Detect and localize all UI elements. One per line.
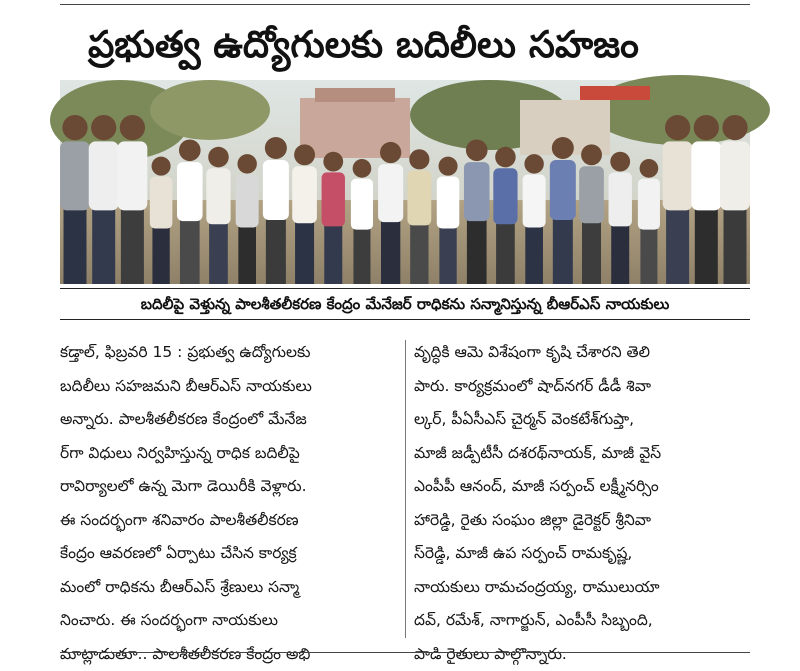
- person-figure: [209, 222, 228, 284]
- person-figure: [550, 160, 576, 220]
- person-figure: [117, 141, 147, 210]
- article-line: అన్నారు. పాలశీతలీకరణ కేంద్రంలో మేనేజ: [60, 410, 307, 428]
- person-figure: [695, 208, 718, 284]
- person-figure: [266, 218, 286, 284]
- person-figure: [179, 139, 201, 161]
- person-figure: [152, 227, 169, 284]
- person-figure: [353, 228, 370, 284]
- article-line: ల్కర్, పీఏసీఎస్ చైర్మన్ వెంకటేశ్‌గుప్తా,: [414, 410, 635, 428]
- article-line: మాట్లాడుతూ.. పాలశీతలీకరణ కేంద్రం అభి: [60, 644, 311, 663]
- person-figure: [407, 170, 431, 225]
- person-figure: [439, 227, 456, 284]
- person-figure: [579, 166, 604, 223]
- person-figure: [237, 154, 256, 173]
- person-figure: [524, 154, 543, 173]
- person-figure: [724, 208, 747, 284]
- article-line: పాడి రైతులు పాల్గొన్నారు.: [414, 644, 567, 663]
- person-figure: [582, 221, 601, 284]
- article-line: వృద్ధికి ఆమె విశేషంగా కృషి చేశారని తెలి: [414, 343, 650, 361]
- person-figure: [150, 177, 173, 229]
- person-figure: [121, 208, 144, 284]
- person-figure: [410, 224, 428, 285]
- top-rule: [60, 4, 750, 5]
- article-line: హారెడ్డి, రైతు సంఘం జిల్లా డైరెక్టర్ శ్రీనివా: [414, 510, 651, 529]
- person-figure: [60, 141, 90, 210]
- person-figure: [409, 149, 429, 169]
- person-figure: [292, 166, 317, 223]
- article-line: మాజీ జడ్పీటీసీ దశరథ్‌నాయక్, మాజీ వైస్: [414, 443, 662, 462]
- person-figure: [495, 147, 516, 168]
- person-figure: [610, 152, 630, 172]
- person-figure: [152, 157, 171, 176]
- person-figure: [720, 141, 750, 210]
- article-line: నించారు. ఈ సందర్భంగా నాయకులు: [60, 611, 279, 629]
- article-line: ర్‌గా విధులు నిర్వహిస్తున్న రాధిక బదిలీపై: [60, 443, 300, 462]
- article-line: బదిలీలు సహజమని బీఆర్ఎస్ నాయకులు: [60, 376, 312, 395]
- bottom-rule: [60, 652, 750, 653]
- person-figure: [91, 115, 116, 140]
- person-figure: [640, 159, 659, 178]
- person-figure: [467, 219, 487, 284]
- person-figure: [691, 141, 721, 210]
- person-figure: [265, 137, 287, 159]
- person-figure: [351, 179, 373, 230]
- group-photo: [60, 80, 750, 284]
- article-line: కడ్తాల్, ఫిబ్రవరి 15 : ప్రభుత్వ ఉద్యోగులకు: [60, 343, 311, 361]
- person-figure: [380, 142, 401, 163]
- person-figure: [62, 115, 87, 140]
- person-figure: [722, 115, 747, 140]
- person-figure: [666, 208, 689, 284]
- group-photo-illustration: [60, 80, 750, 284]
- person-figure: [323, 152, 343, 172]
- article-column-right: [414, 336, 750, 663]
- person-figure: [640, 228, 657, 284]
- person-figure: [553, 218, 573, 284]
- article-line: రావిర్యాలలో ఉన్న మెగా డెయిరీకి వెళ్లారు.: [60, 477, 307, 495]
- person-figure: [89, 141, 119, 210]
- person-figure: [581, 144, 602, 165]
- article-column-left: [60, 336, 396, 663]
- person-figure: [464, 162, 490, 221]
- person-figure: [263, 160, 289, 220]
- article-line: పారు. కార్యక్రమంలో షాద్‌నగర్ డీడీ శివా: [414, 376, 651, 395]
- person-figure: [496, 222, 515, 284]
- person-figure: [663, 141, 693, 210]
- headline: ప్రభుత్వ ఉద్యోగులకు బదిలీలు సహజం: [88, 23, 639, 66]
- person-figure: [322, 172, 345, 226]
- person-figure: [180, 219, 200, 284]
- article-line: దవ్, రమేశ్, నాగార్జున్, ఎంపీసీ సిబ్బంది,: [414, 611, 653, 629]
- person-figure: [206, 168, 230, 224]
- person-figure: [92, 208, 115, 284]
- person-figure: [294, 144, 315, 165]
- person-figure: [208, 147, 229, 168]
- person-figure: [381, 220, 400, 284]
- article-line: కేంద్రం ఆవరణలో ఏర్పాటు చేసిన కార్యక్ర: [60, 544, 297, 562]
- person-figure: [177, 162, 203, 221]
- person-figure: [466, 139, 488, 161]
- person-figure: [638, 179, 660, 230]
- person-figure: [439, 157, 458, 176]
- person-figure: [236, 174, 259, 227]
- person-figure: [120, 115, 145, 140]
- person-figure: [665, 115, 690, 140]
- person-figure: [493, 168, 517, 224]
- person-figure: [552, 137, 574, 159]
- article-line: నాయకులు రామచంద్రయ్య, రాములుయా: [414, 577, 660, 596]
- person-figure: [437, 177, 460, 229]
- article-line: మంలో రాధికను బీఆర్ఎస్ శ్రేణులు సన్మా: [60, 577, 300, 596]
- article-line: ఈ సందర్భంగా శనివారం పాలశీతలీకరణ: [60, 510, 299, 529]
- person-figure: [523, 174, 546, 227]
- person-figure: [295, 221, 314, 284]
- article-line: స్‌రెడ్డి, మాజీ ఉప సర్పంచ్ రామకృష్ణ,: [414, 544, 633, 562]
- article-line: ఎంపీపీ ఆనంద్, మాజీ సర్పంచ్ లక్ష్మీనర్సిం: [414, 477, 659, 495]
- person-figure: [353, 159, 372, 178]
- person-figure: [378, 164, 403, 222]
- person-figure: [64, 208, 87, 284]
- person-figure: [611, 225, 629, 284]
- photo-caption: బదిలీపై వెళ్తున్న పాలశీతలీకరణ కేంద్రం మేనేజర్ రాధికను సన్మానిస్తున్న బీఆర్ఎస్ నాయకులు: [60, 288, 750, 320]
- column-divider: [405, 340, 406, 638]
- person-figure: [609, 172, 632, 226]
- person-figure: [238, 226, 256, 284]
- person-figure: [324, 225, 342, 284]
- person-figure: [694, 115, 719, 140]
- person-figure: [525, 226, 543, 284]
